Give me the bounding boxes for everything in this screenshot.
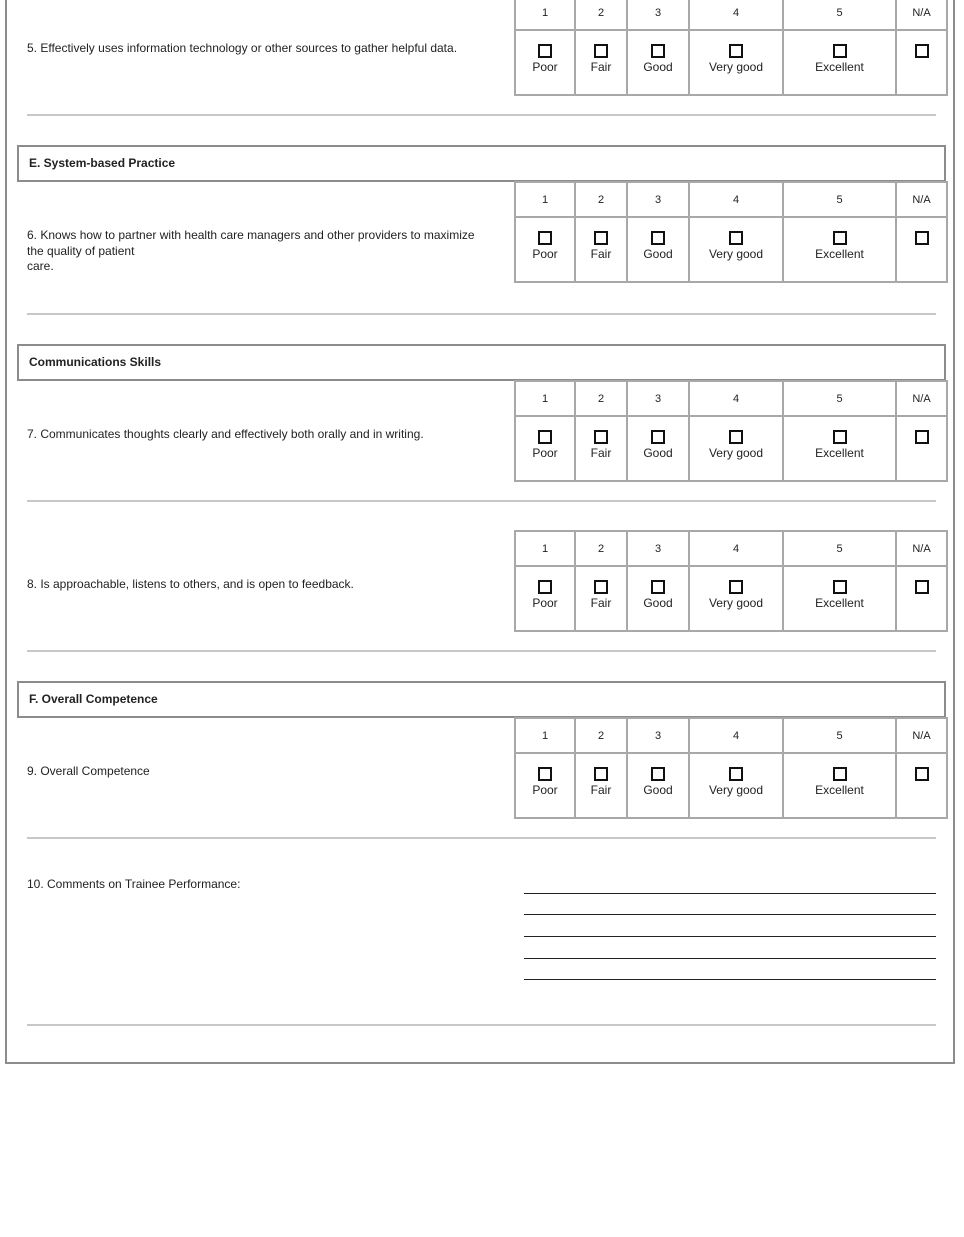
divider bbox=[27, 313, 936, 315]
label-excellent: Excellent bbox=[815, 596, 864, 610]
label-very-good: Very good bbox=[708, 247, 764, 261]
label-fair: Fair bbox=[590, 596, 612, 610]
scale-1: 1 bbox=[515, 182, 575, 217]
label-excellent: Excellent bbox=[815, 247, 864, 261]
checkbox-na[interactable] bbox=[915, 430, 929, 444]
label-very-good: Very good bbox=[708, 446, 764, 460]
checkbox-fair[interactable] bbox=[594, 767, 608, 781]
checkbox-good[interactable] bbox=[651, 430, 665, 444]
checkbox-excellent[interactable] bbox=[833, 580, 847, 594]
scale-1: 1 bbox=[515, 718, 575, 753]
checkbox-poor[interactable] bbox=[538, 44, 552, 58]
label-good: Good bbox=[643, 446, 673, 460]
divider bbox=[27, 114, 936, 116]
checkbox-fair[interactable] bbox=[594, 44, 608, 58]
checkbox-very-good[interactable] bbox=[729, 44, 743, 58]
divider bbox=[27, 500, 936, 502]
label-very-good: Very good bbox=[708, 60, 764, 74]
checkbox-poor[interactable] bbox=[538, 767, 552, 781]
scale-4: 4 bbox=[689, 718, 783, 753]
scale-4: 4 bbox=[689, 182, 783, 217]
checkbox-na[interactable] bbox=[915, 580, 929, 594]
comment-line-1[interactable] bbox=[524, 893, 936, 894]
scale-5: 5 bbox=[783, 381, 896, 416]
comment-line-3[interactable] bbox=[524, 936, 936, 937]
label-poor: Poor bbox=[532, 596, 558, 610]
checkbox-excellent[interactable] bbox=[833, 430, 847, 444]
rating-grid-q7 bbox=[514, 380, 948, 482]
scale-2: 2 bbox=[575, 0, 627, 30]
label-poor: Poor bbox=[532, 446, 558, 460]
checkbox-fair[interactable] bbox=[594, 231, 608, 245]
scale-4: 4 bbox=[689, 381, 783, 416]
checkbox-good[interactable] bbox=[651, 580, 665, 594]
scale-na: N/A bbox=[896, 718, 947, 753]
label-poor: Poor bbox=[532, 247, 558, 261]
scale-3: 3 bbox=[627, 531, 689, 566]
label-good: Good bbox=[643, 596, 673, 610]
checkbox-good[interactable] bbox=[651, 231, 665, 245]
question-10-text: 10. Comments on Trainee Performance: bbox=[27, 877, 241, 891]
checkbox-poor[interactable] bbox=[538, 430, 552, 444]
scale-5: 5 bbox=[783, 182, 896, 217]
divider bbox=[27, 650, 936, 652]
checkbox-good[interactable] bbox=[651, 767, 665, 781]
checkbox-fair[interactable] bbox=[594, 430, 608, 444]
checkbox-poor[interactable] bbox=[538, 231, 552, 245]
label-fair: Fair bbox=[590, 783, 612, 797]
checkbox-na[interactable] bbox=[915, 231, 929, 245]
scale-2: 2 bbox=[575, 182, 627, 217]
rating-grid-q6 bbox=[514, 181, 948, 283]
section-header-overall-competence: F. Overall Competence bbox=[17, 681, 946, 718]
comment-line-2[interactable] bbox=[524, 914, 936, 915]
scale-3: 3 bbox=[627, 381, 689, 416]
scale-1: 1 bbox=[515, 0, 575, 30]
comment-line-5[interactable] bbox=[524, 979, 936, 980]
question-6-line-2: the quality of patient bbox=[27, 243, 135, 258]
question-6-line-1: 6. Knows how to partner with health care managers and other providers to maximize bbox=[27, 228, 475, 242]
scale-5: 5 bbox=[783, 531, 896, 566]
scale-1: 1 bbox=[515, 531, 575, 566]
checkbox-very-good[interactable] bbox=[729, 580, 743, 594]
scale-2: 2 bbox=[575, 718, 627, 753]
label-excellent: Excellent bbox=[815, 783, 864, 797]
question-7-text: 7. Communicates thoughts clearly and effectively both orally and in writing. bbox=[27, 427, 424, 441]
checkbox-na[interactable] bbox=[915, 767, 929, 781]
divider bbox=[27, 1024, 936, 1026]
checkbox-excellent[interactable] bbox=[833, 767, 847, 781]
checkbox-very-good[interactable] bbox=[729, 231, 743, 245]
scale-2: 2 bbox=[575, 381, 627, 416]
label-very-good: Very good bbox=[708, 783, 764, 797]
section-header-communications-skills: Communications Skills bbox=[17, 344, 946, 381]
scale-5: 5 bbox=[783, 0, 896, 30]
comment-line-4[interactable] bbox=[524, 958, 936, 959]
checkbox-fair[interactable] bbox=[594, 580, 608, 594]
scale-3: 3 bbox=[627, 182, 689, 217]
label-excellent: Excellent bbox=[815, 60, 864, 74]
scale-na: N/A bbox=[896, 531, 947, 566]
rating-grid-q8 bbox=[514, 530, 948, 632]
scale-3: 3 bbox=[627, 718, 689, 753]
scale-1: 1 bbox=[515, 381, 575, 416]
label-excellent: Excellent bbox=[815, 446, 864, 460]
scale-3: 3 bbox=[627, 0, 689, 30]
question-6-text bbox=[27, 228, 497, 275]
question-6-line-3: care. bbox=[27, 259, 54, 273]
divider bbox=[27, 837, 936, 839]
label-fair: Fair bbox=[590, 446, 612, 460]
question-9-text: 9. Overall Competence bbox=[27, 764, 150, 778]
label-good: Good bbox=[643, 783, 673, 797]
question-8-text: 8. Is approachable, listens to others, and is open to feedback. bbox=[27, 577, 354, 591]
label-fair: Fair bbox=[590, 247, 612, 261]
question-5-text: 5. Effectively uses information technology or other sources to gather helpful data. bbox=[27, 41, 458, 55]
label-good: Good bbox=[643, 60, 673, 74]
label-very-good: Very good bbox=[708, 596, 764, 610]
label-poor: Poor bbox=[532, 60, 558, 74]
rating-grid-q5 bbox=[514, 0, 948, 96]
scale-2: 2 bbox=[575, 531, 627, 566]
label-poor: Poor bbox=[532, 783, 558, 797]
checkbox-excellent[interactable] bbox=[833, 231, 847, 245]
checkbox-good[interactable] bbox=[651, 44, 665, 58]
checkbox-excellent[interactable] bbox=[833, 44, 847, 58]
scale-na: N/A bbox=[896, 182, 947, 217]
rating-grid-q9 bbox=[514, 717, 948, 819]
label-fair: Fair bbox=[590, 60, 612, 74]
section-header-system-based-practice: E. System-based Practice bbox=[17, 145, 946, 182]
checkbox-very-good[interactable] bbox=[729, 767, 743, 781]
checkbox-poor[interactable] bbox=[538, 580, 552, 594]
checkbox-very-good[interactable] bbox=[729, 430, 743, 444]
scale-na: N/A bbox=[896, 0, 947, 30]
scale-4: 4 bbox=[689, 0, 783, 30]
scale-4: 4 bbox=[689, 531, 783, 566]
checkbox-na[interactable] bbox=[915, 44, 929, 58]
label-good: Good bbox=[643, 247, 673, 261]
scale-5: 5 bbox=[783, 718, 896, 753]
scale-na: N/A bbox=[896, 381, 947, 416]
